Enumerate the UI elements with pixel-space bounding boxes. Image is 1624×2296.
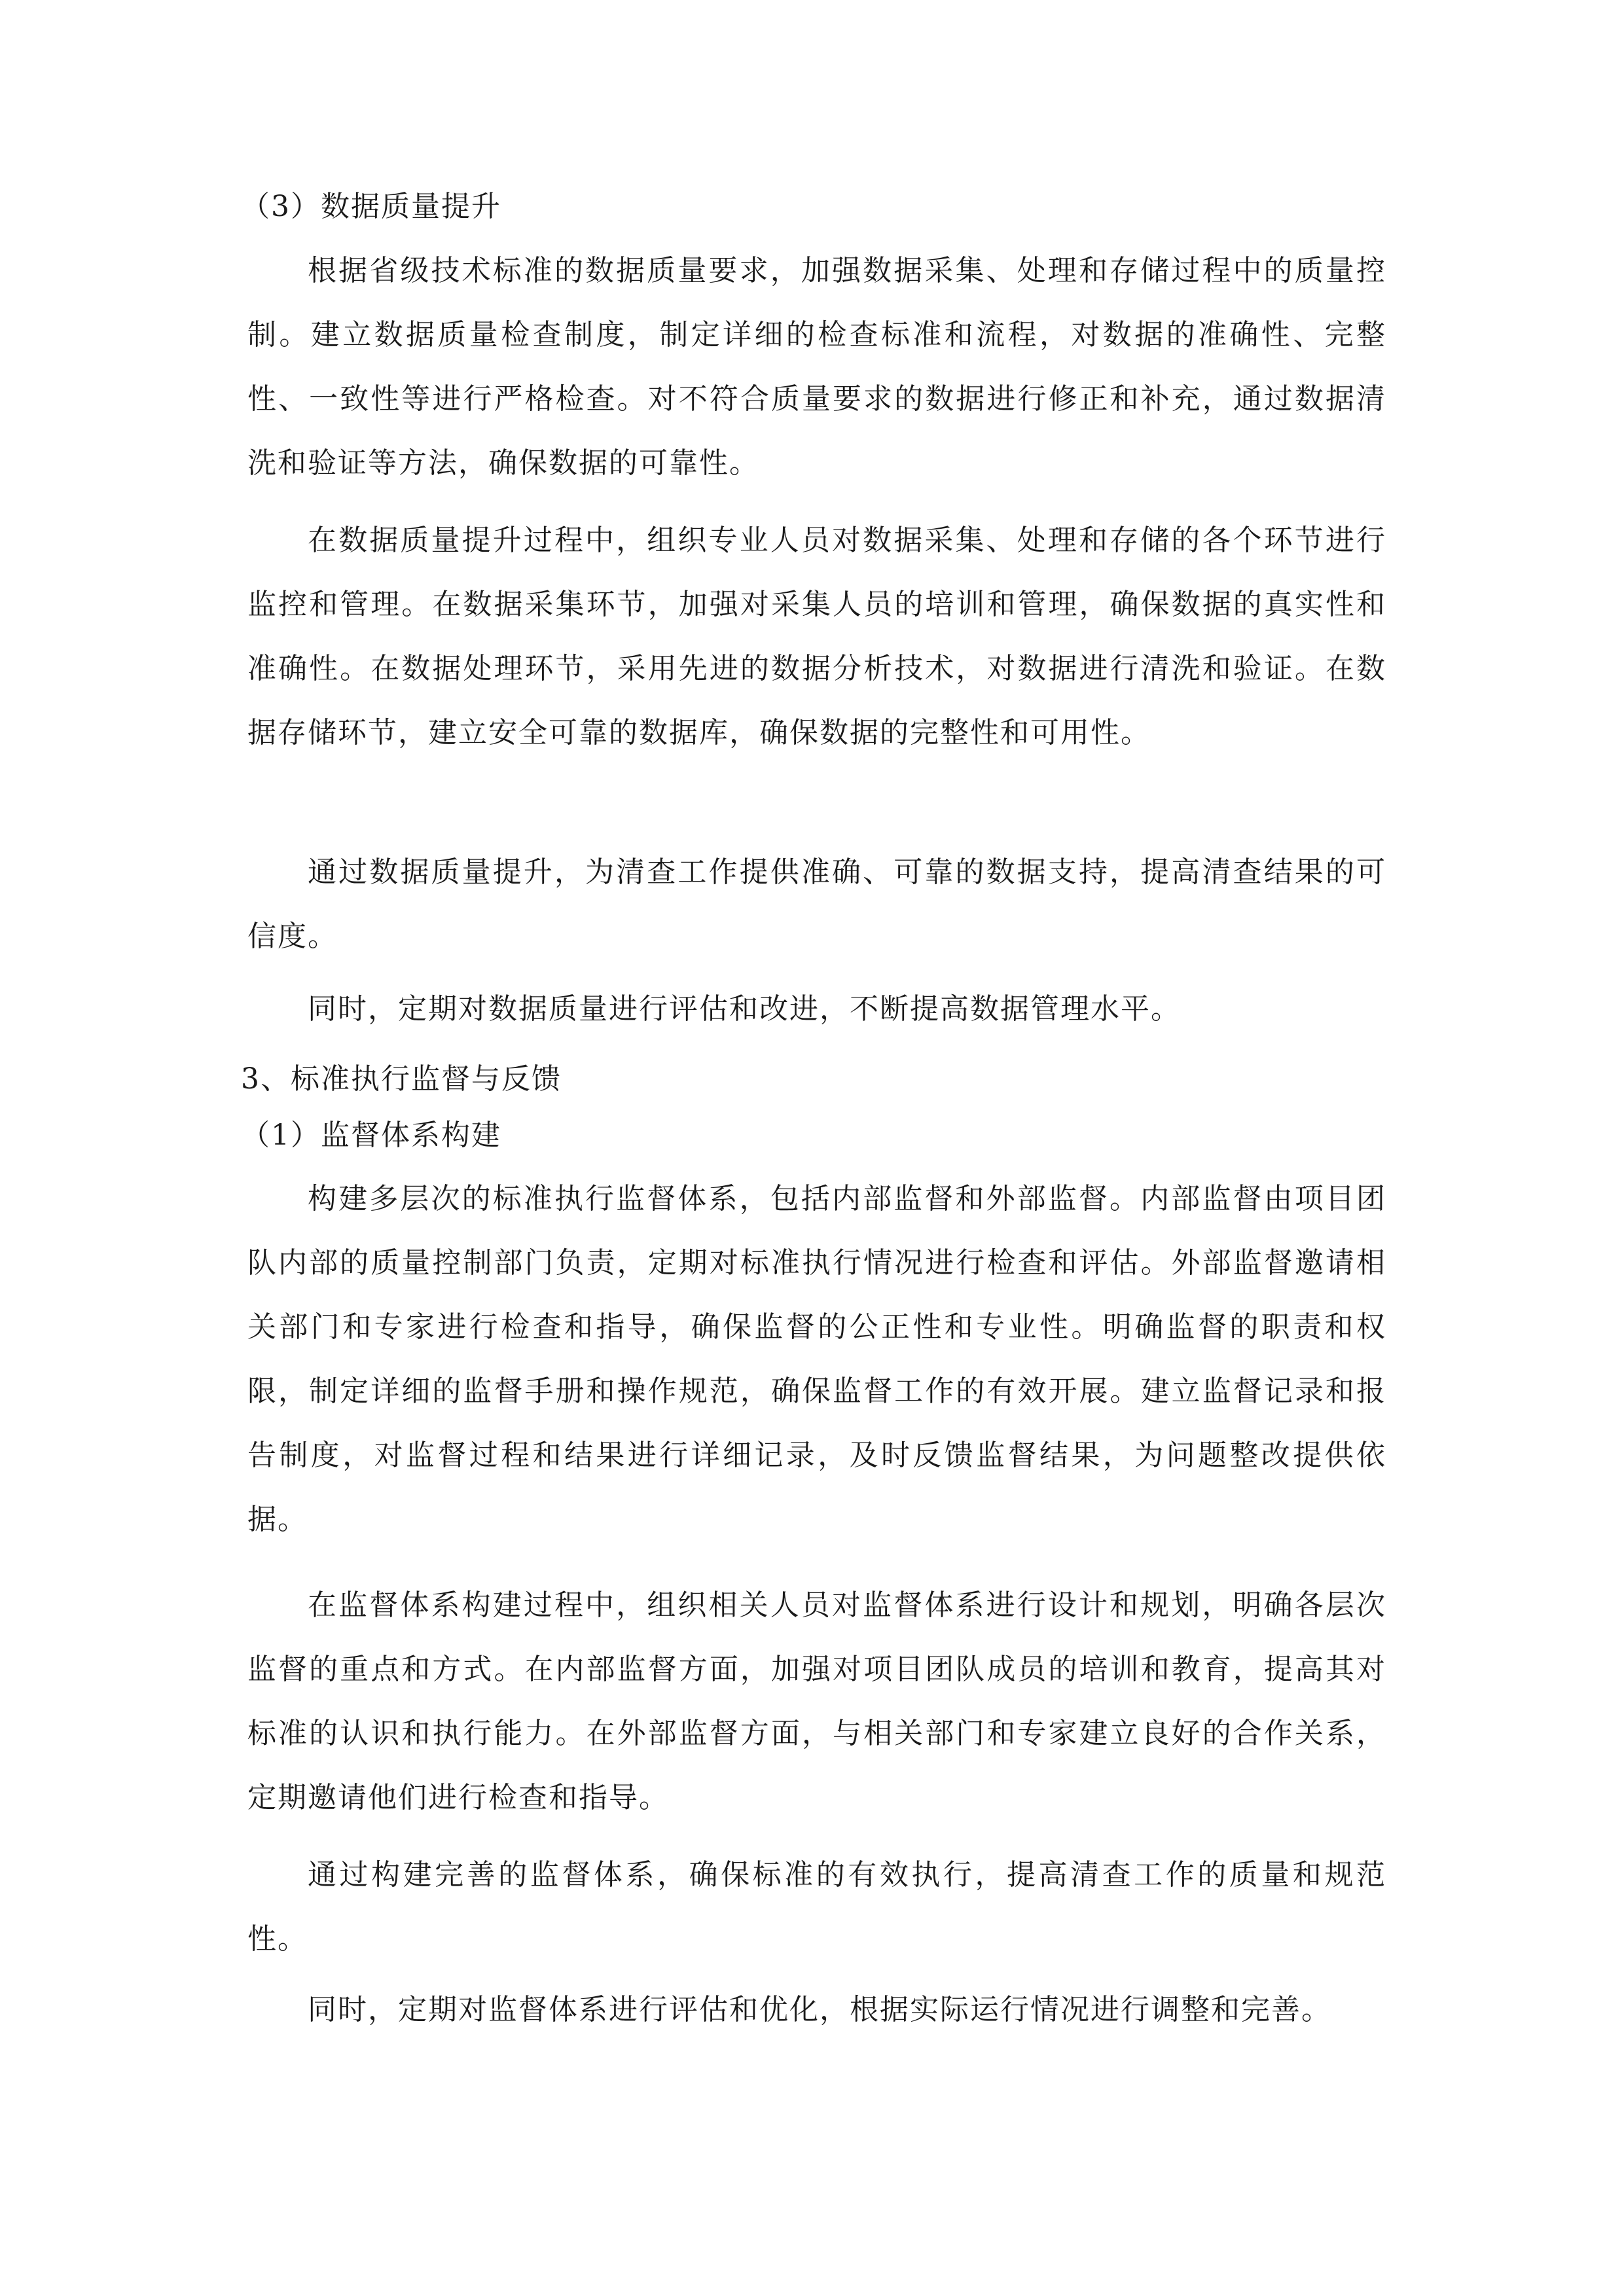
section-heading-standard-supervision: 3、标准执行监督与反馈 (241, 1062, 562, 1096)
paragraph-supervision-system-structure: 构建多层次的标准执行监督体系，包括内部监督和外部监督。内部监督由项目团队内部的质量控制部门负责，定期对标准执行情况进行检查和评估。外部监督邀请相关部门和专家进行检查和指导，确保监督的公正性和专业性。明确监督的职责和权限，制定详细的监督手册和操作规范，确保监督工作的有效开展。建立监督记录和报告制度，对监督过程和结果进行详细记录，及时反馈监督结果，为问题整改提供依据。 (247, 1182, 1386, 1536)
paragraph-data-quality-process: 在数据质量提升过程中，组织专业人员对数据采集、处理和存储的各个环节进行监控和管理。在数据采集环节，加强对采集人员的培训和管理，确保数据的真实性和准确性。在数据处理环节，采用先进的数据分析技术，对数据进行清洗和验证。在数据存储环节，建立安全可靠的数据库，确保数据的完整性和可用性。 (247, 524, 1386, 749)
subsection-heading-data-quality: （3）数据质量提升 (241, 190, 501, 223)
paragraph-supervision-system-optimization: 同时，定期对监督体系进行评估和优化，根据实际运行情况进行调整和完善。 (308, 1993, 1331, 2026)
paragraph-data-quality-benefit: 通过数据质量提升，为清查工作提供准确、可靠的数据支持，提高清查结果的可信度。 (247, 855, 1386, 953)
paragraph-supervision-system-benefit: 通过构建完善的监督体系，确保标准的有效执行，提高清查工作的质量和规范性。 (247, 1858, 1386, 1956)
paragraph-data-quality-evaluation: 同时，定期对数据质量进行评估和改进，不断提高数据管理水平。 (308, 992, 1181, 1026)
subsection-heading-supervision-system: （1）监督体系构建 (241, 1119, 501, 1152)
paragraph-data-quality-requirements: 根据省级技术标准的数据质量要求，加强数据采集、处理和存储过程中的质量控制。建立数据质量检查制度，制定详细的检查标准和流程，对数据的准确性、完整性、一致性等进行严格检查。对不符合质量要求的数据进行修正和补充，通过数据清洗和验证等方法，确保数据的可靠性。 (247, 254, 1386, 480)
paragraph-supervision-system-process: 在监督体系构建过程中，组织相关人员对监督体系进行设计和规划，明确各层次监督的重点和方式。在内部监督方面，加强对项目团队成员的培训和教育，提高其对标准的认识和执行能力。在外部监督方面，与相关部门和专家建立良好的合作关系，定期邀请他们进行检查和指导。 (247, 1588, 1386, 1814)
